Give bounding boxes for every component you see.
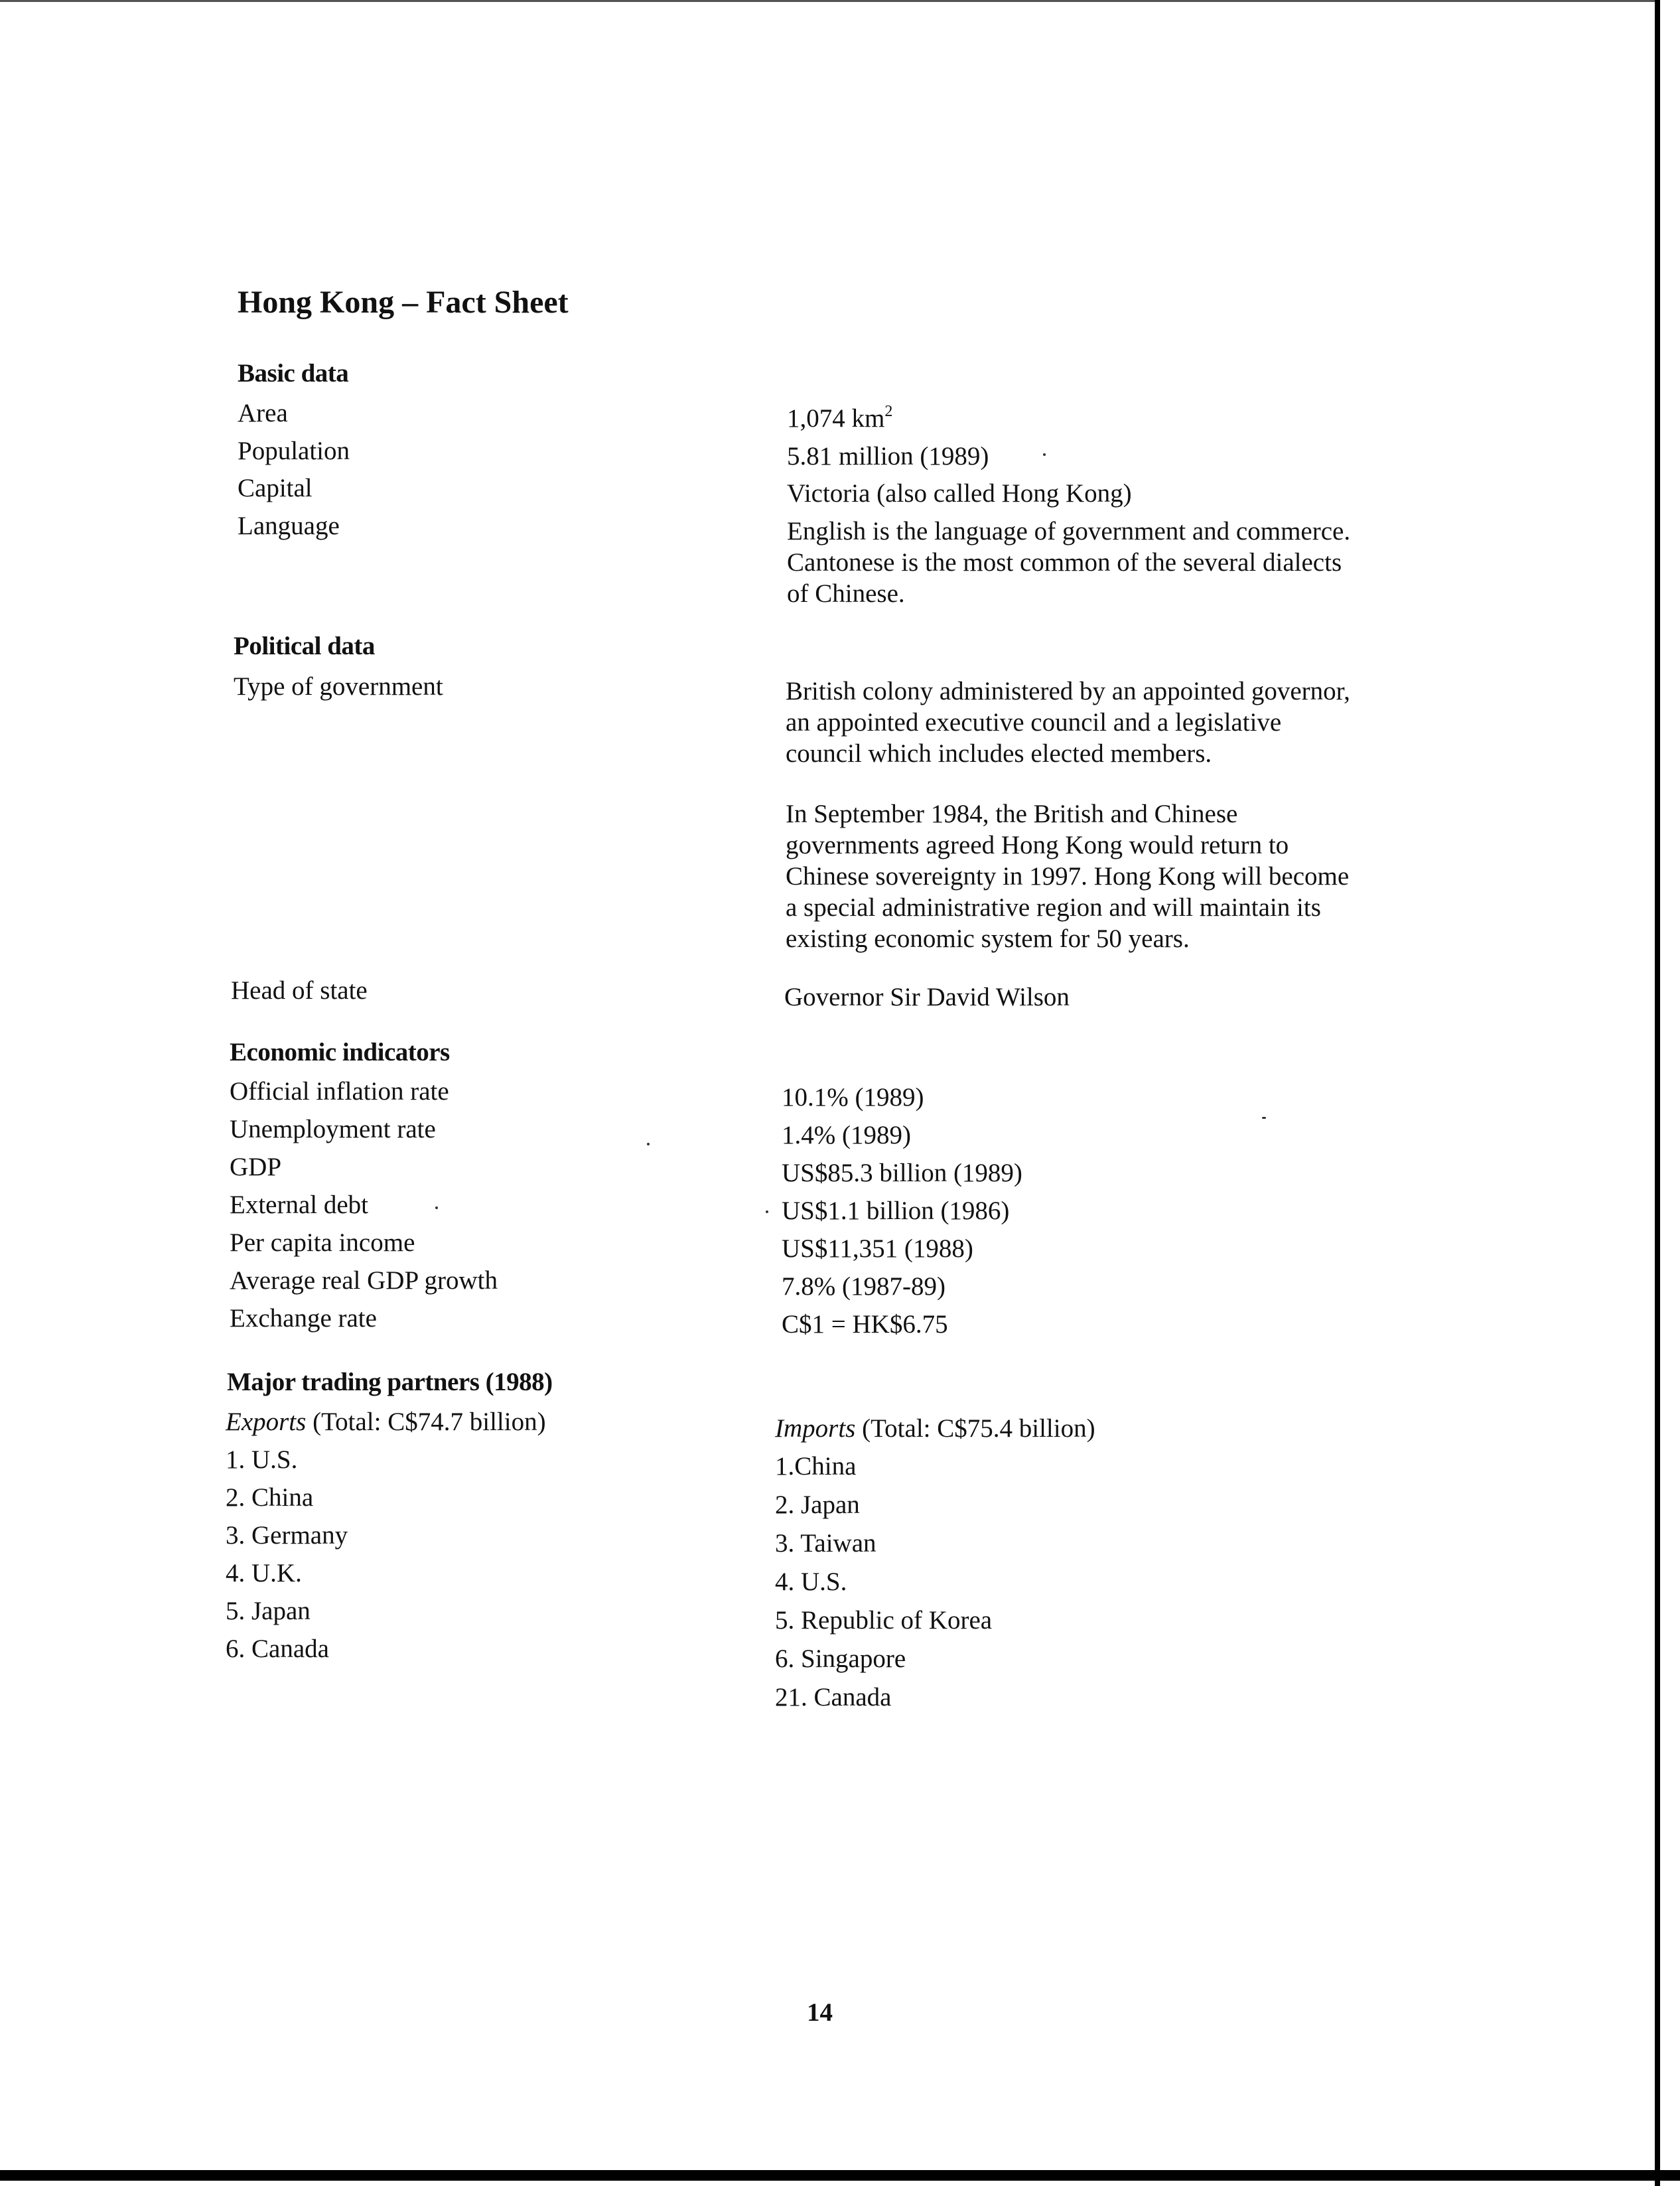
indicator-value: US$11,351 (1988) [782, 1234, 973, 1263]
export-partner: 2. China [226, 1483, 314, 1512]
indicator-label: Exchange rate [230, 1304, 377, 1333]
language-value [787, 516, 1464, 609]
sovereignty-line: governments agreed Hong Kong would return to [786, 831, 1289, 859]
exports-total: (Total: C$74.7 billion) [306, 1408, 546, 1436]
area-value: 1,074 $km^2$ [787, 403, 893, 433]
sovereignty-line: In September 1984, the British and Chinese [786, 800, 1238, 828]
import-partner: 1.China [775, 1452, 857, 1481]
scan-speck [435, 1206, 438, 1209]
scan-speck [647, 1143, 650, 1145]
capital-value: Victoria (also called Hong Kong) [787, 479, 1132, 508]
sovereignty-line: Chinese sovereignty in 1997. Hong Kong will become [786, 862, 1350, 891]
indicator-label: GDP [230, 1153, 282, 1181]
sovereignty-note [786, 798, 1462, 954]
government-value [786, 676, 1462, 769]
population-label: Population [238, 437, 350, 465]
import-partner: 5. Republic of Korea [775, 1606, 993, 1635]
scan-speck [1262, 1117, 1266, 1119]
exports-label: Exports [226, 1408, 307, 1436]
area-superscript: 2 [884, 403, 893, 420]
import-partner: 6. Singapore [775, 1644, 906, 1673]
imports-label: Imports [775, 1414, 856, 1443]
language-line: English is the language of government and commerce. [787, 517, 1351, 546]
language-line: of Chinese. [787, 579, 905, 608]
import-partner: 21. Canada [775, 1683, 892, 1712]
export-partner: 1. U.S. [226, 1445, 298, 1474]
indicator-label: Average real GDP growth [230, 1266, 498, 1295]
indicator-label: Unemployment rate [230, 1115, 436, 1143]
head-of-state-label: Head of state [231, 976, 368, 1005]
scan-speck [1043, 453, 1046, 456]
imports-header [775, 1414, 1095, 1443]
export-partner: 5. Japan [226, 1597, 311, 1625]
export-partner: 6. Canada [226, 1635, 329, 1663]
indicator-label: External debt [230, 1191, 368, 1219]
imports-total: (Total: C$75.4 billion) [855, 1414, 1095, 1443]
export-partner: 3. Germany [226, 1521, 348, 1550]
indicator-label: Per capita income [230, 1228, 415, 1257]
indicator-value: US$85.3 billion (1989) [782, 1159, 1022, 1187]
trading-partners-heading: Major trading partners (1988) [227, 1368, 553, 1396]
top-edge-rule [0, 0, 1659, 2]
scan-speck [766, 1210, 768, 1213]
indicator-value: C$1 = HK$6.75 [782, 1310, 948, 1339]
page-title: Hong Kong – Fact Sheet [238, 285, 569, 320]
economic-indicators-heading: Economic indicators [230, 1038, 450, 1066]
government-line: British colony administered by an appointed governor, [786, 677, 1350, 705]
capital-label: Capital [238, 474, 313, 502]
language-line: Cantonese is the most common of the several dialects [787, 548, 1342, 577]
political-data-heading: Political data [234, 632, 375, 660]
bottom-scan-edge [0, 2170, 1680, 2181]
exports-header [226, 1407, 546, 1437]
government-line: an appointed executive council and a legislative [786, 708, 1282, 737]
indicator-value: US$1.1 billion (1986) [782, 1197, 1010, 1225]
sovereignty-line: a special administrative region and will maintain its [786, 893, 1321, 922]
import-partner: 2. Japan [775, 1491, 860, 1519]
right-scan-edge [1655, 0, 1660, 2186]
sovereignty-line: existing economic system for 50 years. [786, 924, 1190, 953]
import-partner: 4. U.S. [775, 1567, 847, 1596]
import-partner: 3. Taiwan [775, 1529, 876, 1558]
indicator-value: 7.8% (1987-89) [782, 1272, 945, 1301]
indicator-label: Official inflation rate [230, 1077, 449, 1106]
government-label: Type of government [234, 672, 443, 701]
export-partner: 4. U.K. [226, 1559, 302, 1587]
head-of-state-value: Governor Sir David Wilson [784, 983, 1070, 1011]
indicator-value: 10.1% (1989) [782, 1083, 924, 1112]
language-label: Language [238, 512, 340, 540]
population-value: 5.81 million (1989) [787, 442, 989, 471]
area-label: Area [238, 399, 288, 427]
government-line: council which includes elected members. [786, 739, 1212, 768]
page-number: 14 [807, 1998, 833, 2027]
indicator-value: 1.4% (1989) [782, 1121, 911, 1149]
basic-data-heading: Basic data [238, 359, 349, 388]
